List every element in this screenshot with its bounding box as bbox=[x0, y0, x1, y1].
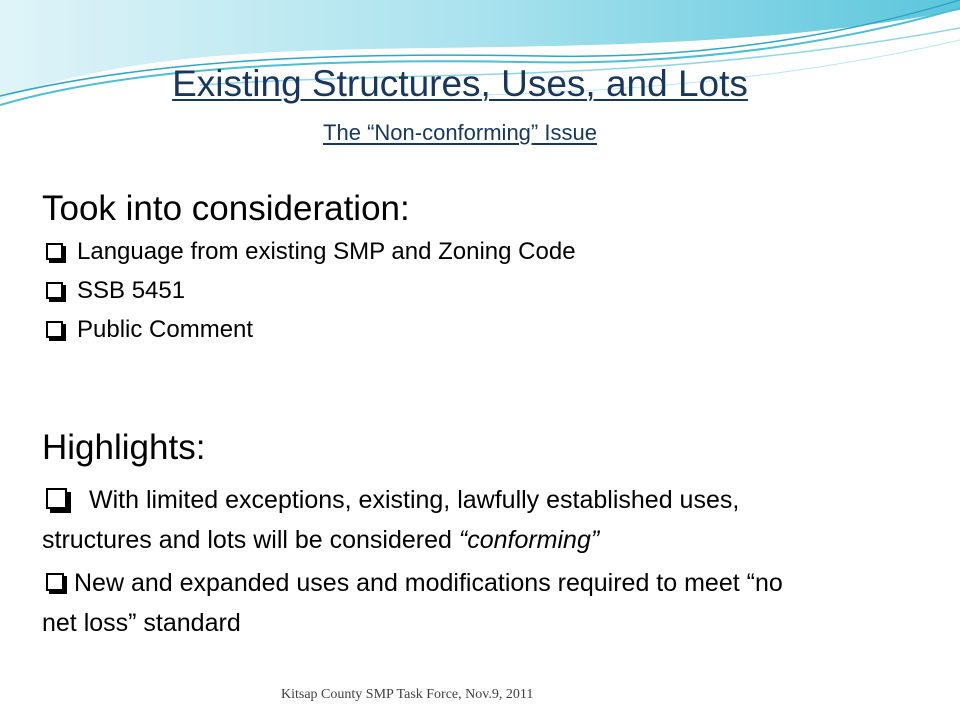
checkbox-bullet-icon bbox=[46, 321, 63, 338]
list-item-text: Language from existing SMP and Zoning Code bbox=[77, 238, 576, 265]
highlight-2-line-1: New and expanded uses and modifications required to meet “no bbox=[74, 569, 783, 597]
highlight-item-2 bbox=[42, 563, 942, 643]
highlight-item-1 bbox=[42, 480, 942, 560]
checkbox-bullet-icon bbox=[46, 282, 63, 299]
highlights-heading: Highlights: bbox=[42, 428, 206, 467]
footer-text: Kitsap County SMP Task Force, Nov.9, 2011 bbox=[281, 687, 534, 702]
checkbox-bullet-icon bbox=[46, 573, 64, 591]
highlight-2-line-2: net loss” standard bbox=[42, 609, 241, 637]
highlight-1-emphasis: “conforming” bbox=[458, 526, 600, 554]
list-item bbox=[42, 232, 576, 271]
slide-subtitle: The “Non-conforming” Issue bbox=[323, 120, 597, 145]
list-item-text: SSB 5451 bbox=[77, 277, 186, 304]
highlight-1-line-2: structures and lots will be considered bbox=[42, 526, 459, 554]
slide-title: Existing Structures, Uses, and Lots bbox=[172, 63, 748, 104]
highlight-1-line-1: With limited exceptions, existing, lawfully established uses, bbox=[89, 486, 740, 514]
checkbox-bullet-icon bbox=[46, 488, 67, 509]
considerations-heading: Took into consideration: bbox=[42, 189, 410, 228]
checkbox-bullet-icon bbox=[46, 243, 63, 260]
considerations-list bbox=[42, 232, 576, 349]
list-item bbox=[42, 310, 576, 349]
list-item bbox=[42, 271, 576, 310]
list-item-text: Public Comment bbox=[77, 316, 254, 343]
